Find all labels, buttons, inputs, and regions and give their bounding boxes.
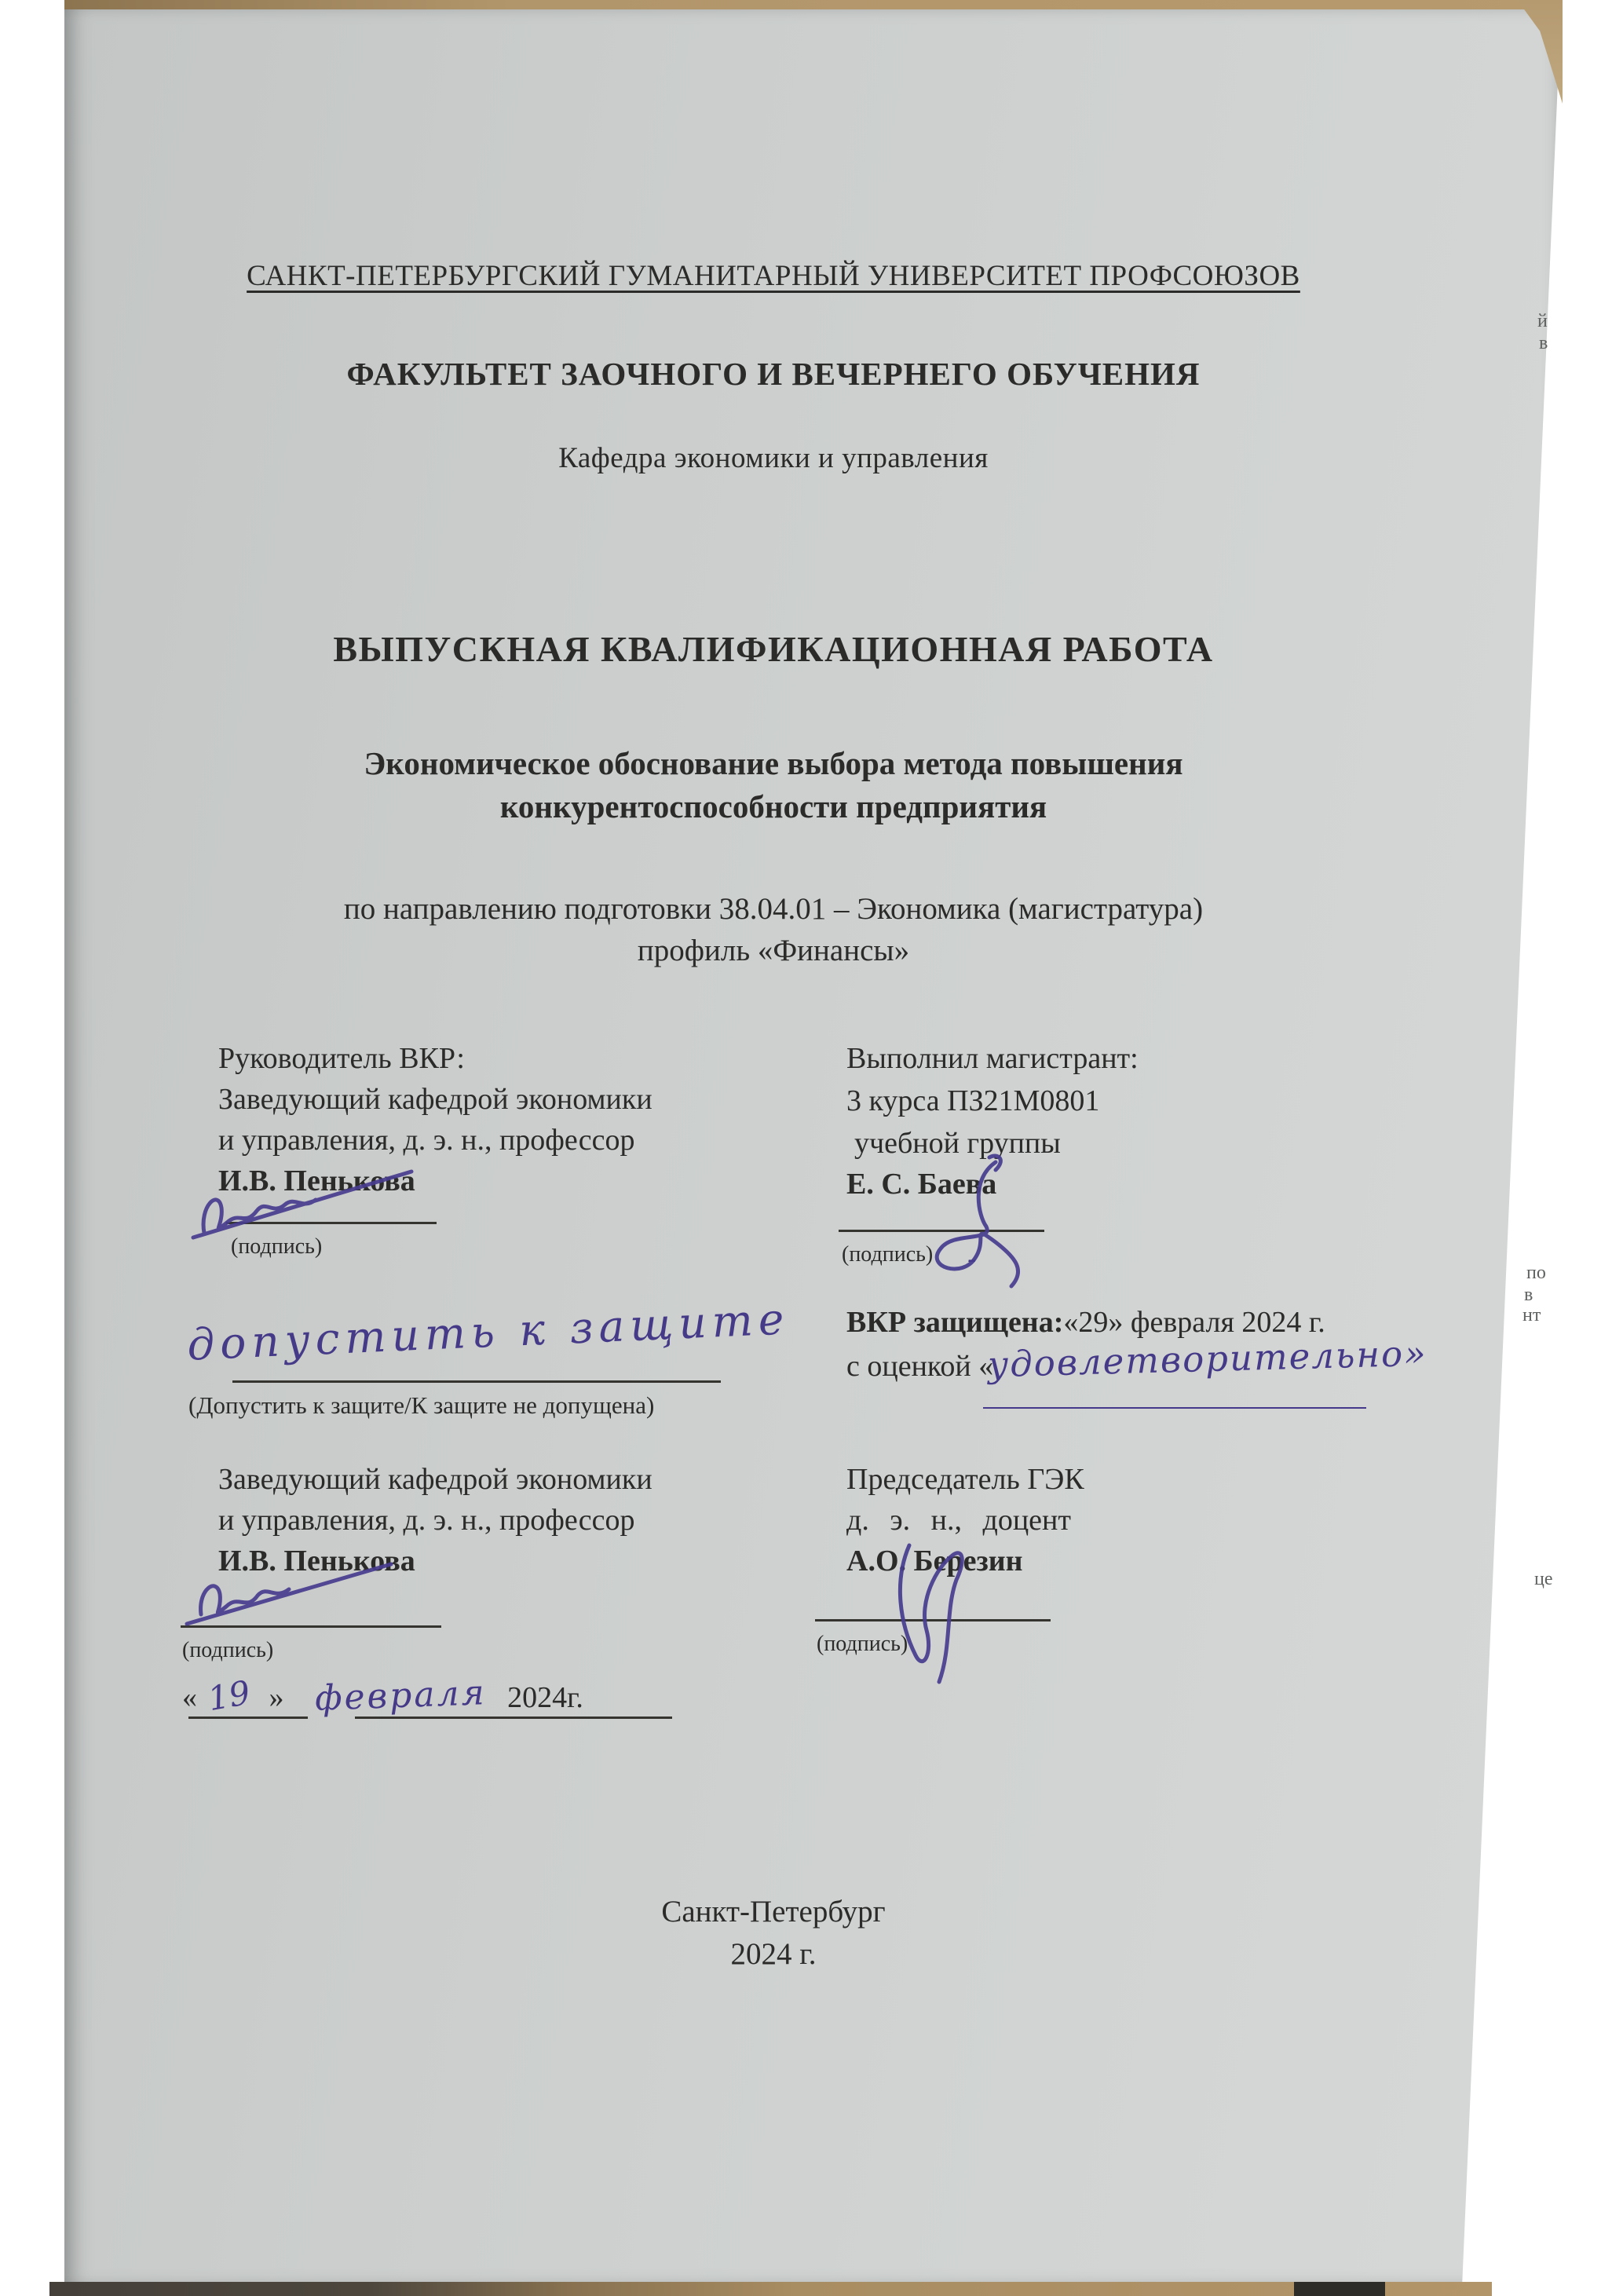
- faculty-name: ФАКУЛЬТЕТ ЗАОЧНОГО И ВЕЧЕРНЕГО ОБУЧЕНИЯ: [346, 356, 1201, 392]
- work-type-heading: ВЫПУСКНАЯ КВАЛИФИКАЦИОННАЯ РАБОТА: [333, 629, 1214, 669]
- defense-grade-line: [983, 1407, 1366, 1409]
- student-label: Выполнил магистрант:: [846, 1042, 1139, 1075]
- desk-surface-bottom-edge: [49, 2282, 1492, 2296]
- defense-label: ВКР защищена:: [846, 1306, 1064, 1339]
- student-name: Е. С. Баева: [846, 1168, 997, 1201]
- date-year: 2024г.: [507, 1681, 583, 1714]
- date-month-line: [355, 1717, 672, 1719]
- university-name: [137, 259, 1409, 293]
- defense-date-row: [846, 1305, 1325, 1340]
- student-pen-dash: -: [967, 1244, 977, 1275]
- supervisor-signature: [182, 1161, 426, 1247]
- dept-head-date-row: [182, 1673, 583, 1719]
- dept-head-position-line2: и управления, д. э. н., профессор: [218, 1504, 635, 1537]
- student-group: учебной группы: [854, 1127, 1061, 1160]
- date-month-handwritten: февраля: [314, 1673, 488, 1719]
- defense-date: «29» февраля 2024 г.: [1063, 1306, 1325, 1339]
- supervisor-signature-caption: (подпись): [231, 1234, 323, 1259]
- edge-text-fragment: нт: [1522, 1305, 1541, 1325]
- gek-chairman-name: А.О. Березин: [846, 1545, 1023, 1578]
- university-name-text: САНКТ-ПЕТЕРБУРГСКИЙ ГУМАНИТАРНЫЙ УНИВЕРСИТЕТ ПРОФСОЮЗОВ: [247, 260, 1300, 292]
- supervisor-name: И.В. Пенькова: [218, 1164, 415, 1197]
- program-line1: по направлению подготовки 38.04.01 – Экономика (магистратура): [343, 892, 1204, 926]
- thesis-title-line1: Экономическое обоснование выбора метода повышения: [364, 745, 1183, 781]
- defense-grade-handwritten: удовлетворительно»: [987, 1332, 1428, 1386]
- dark-object-under-page: [1294, 2282, 1385, 2296]
- student-signature: [878, 1151, 1066, 1292]
- dept-head-name: И.В. Пенькова: [218, 1545, 415, 1578]
- dept-head-signature: [177, 1545, 421, 1632]
- gek-signature-caption: (подпись): [817, 1632, 908, 1656]
- admission-line: [232, 1380, 721, 1383]
- date-open-quote: «: [182, 1681, 197, 1714]
- edge-text-fragment: й: [1537, 311, 1548, 331]
- date-day-line: [188, 1717, 308, 1719]
- edge-text-fragment: по: [1526, 1263, 1546, 1283]
- date-day-handwritten: 19: [205, 1673, 254, 1719]
- department-name: Кафедра экономики и управления: [558, 442, 989, 474]
- gek-chairman-signature: [834, 1536, 1007, 1685]
- student-signature-caption: (подпись): [842, 1242, 934, 1267]
- supervisor-label: Руководитель ВКР:: [218, 1042, 465, 1075]
- supervisor-position-line2: и управления, д. э. н., профессор: [218, 1124, 635, 1157]
- thesis-title-line2: конкурентоспособности предприятия: [499, 788, 1047, 824]
- edge-text-fragment: в: [1539, 333, 1548, 353]
- admission-handwritten: допустить к защите: [185, 1293, 791, 1370]
- defense-grade-prefix: с оценкой «: [846, 1350, 994, 1383]
- edge-text-fragment: це: [1534, 1569, 1553, 1589]
- gek-position: д. э. н., доцент: [846, 1504, 1071, 1537]
- desk-surface-top-edge: [64, 0, 1563, 11]
- date-close-quote: »: [269, 1681, 284, 1714]
- dept-head-position-line1: Заведующий кафедрой экономики: [218, 1463, 652, 1496]
- dept-head-signature-caption: (подпись): [182, 1638, 274, 1662]
- year: 2024 г.: [730, 1937, 817, 1971]
- gek-label: Председатель ГЭК: [846, 1463, 1084, 1496]
- student-course: 3 курса ПЗ21М0801: [846, 1084, 1100, 1117]
- admission-caption: (Допустить к защите/К защите не допущена): [188, 1391, 655, 1419]
- supervisor-position-line1: Заведующий кафедрой экономики: [218, 1083, 652, 1116]
- city: Санкт-Петербург: [661, 1895, 886, 1929]
- edge-text-fragment: в: [1524, 1285, 1533, 1305]
- program-line2: профиль «Финансы»: [637, 934, 910, 967]
